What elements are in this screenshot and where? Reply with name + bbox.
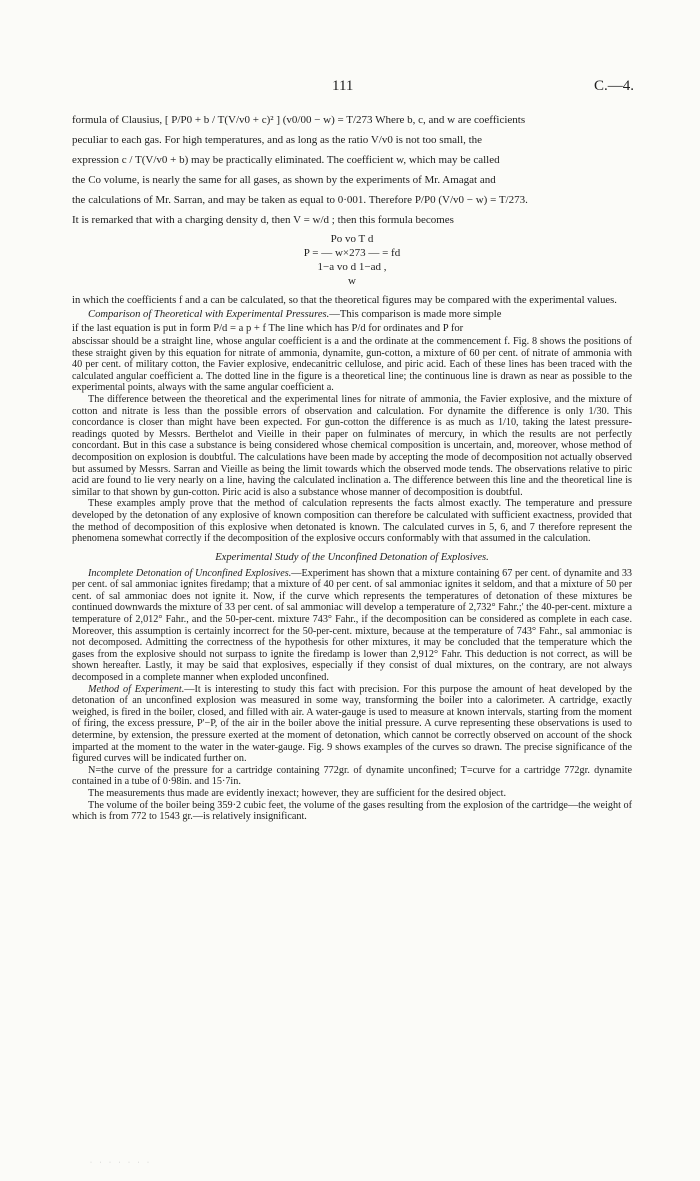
section-heading: Experimental Study of the Unconfined Detonation of Explosives. bbox=[215, 551, 489, 563]
formula-line: P = — w×273 — = fd bbox=[303, 247, 401, 259]
paragraph-text: —This comparison is made more simple bbox=[329, 309, 502, 320]
text-line: peculiar to each gas. For high temperatures, and as long as the ratio V/v0 is not too small, the bbox=[72, 134, 483, 146]
page-body bbox=[72, 110, 632, 823]
paragraph: The volume of the boiler being 359·2 cubic feet, the volume of the gases resulting from the explosion of the cartridge—the weight of which is from 772 to 1543 gr.—is relatively insignificant. bbox=[72, 799, 632, 823]
italic-heading: Incomplete Detonation of Unconfined Explosives. bbox=[88, 567, 292, 579]
paragraph: N=the curve of the pressure for a cartridge containing 772gr. of dynamite unconfined; T=curve for a cartridge 772gr. dynamite contained in a tube of 0·98in. and 15·7in. bbox=[72, 764, 632, 788]
paragraph: These examples amply prove that the method of calculation represents the facts almost exactly. The temperature and pressure developed by the detonation of any explosive of known composition can therefore be calculated with sufficient exactness, provided that the method of decomposition of this explosive when detonated is known. The calculated curves in 5, 6, and 7 therefore represent the phenomena somewhat correctly if the decomposition of the explosive occurs conformably with that assumed in the calculation. bbox=[72, 498, 632, 545]
formula-line: Po vo T d bbox=[330, 233, 374, 245]
comparison-section bbox=[72, 294, 632, 336]
page-number: 111 bbox=[332, 78, 354, 94]
pressure-formula bbox=[72, 232, 632, 288]
paragraph: in which the coefficients f and a can be calculated, so that the theoretical figures may be compared with the experimental values. bbox=[72, 295, 617, 306]
clausius-section bbox=[72, 110, 632, 230]
paragraph bbox=[72, 684, 632, 765]
text-line: the Co volume, is nearly the same for all gases, as shown by the experiments of Mr. Amagat and bbox=[72, 174, 496, 186]
italic-heading: Method of Experiment. bbox=[88, 683, 185, 695]
text-line: expression c / T(V/v0 + b) may be practically eliminated. The coefficient w, which may be called bbox=[72, 154, 500, 166]
formula-line: 1−a vo d 1−ad , bbox=[317, 261, 387, 273]
italic-heading: Comparison of Theoretical with Experimental Pressures. bbox=[88, 309, 330, 320]
paragraph: if the last equation is put in form P/d = a p + f The line which has P/d for ordinates and P for bbox=[72, 323, 464, 334]
text-line: formula of Clausius, [ P/P0 + b / T(V/v0 + c)² ] (v0/00 − w) = T/273 Where b, c, and w are coefficients bbox=[72, 114, 526, 126]
paragraph: The difference between the theoretical and the experimental lines for nitrate of ammonia, the Favier explosive, and the mixture of cotton and nitrate is less than the possible errors of observation and calculation. For dynamite the difference is only 1/30. This concordance is closer than might have been expected. For gun-cotton the difference is as much as 1/10, taking the latest pressure-readings quoted by Messrs. Berthelot and Vieille in their paper on fulminates of mercury, in which the results are not perfectly concordant. But in this case a substance is being considered whose chemical composition is uncertain, and, moreover, whose method of decomposition on explosion is doubtful. The calculations have been made by accepting the mode of decomposition not actually observed but assumed by Messrs. Sarran and Vieille as being the limit towards which the observed mode tends. The observations relative to piric acid are found to lie very nearly on a line, having the calculated inclination a. The difference between this line and the theoretical line is similar to that shown by gun-cotton. Piric acid is also a substance whose manner of decomposition is doubtful. bbox=[72, 393, 632, 498]
paragraph: The measurements thus made are evidently inexact; however, they are sufficient for the desired object. bbox=[88, 787, 507, 799]
paragraph bbox=[72, 568, 632, 684]
main-text bbox=[72, 336, 632, 823]
scan-artifact: · · · · · · · bbox=[90, 1160, 152, 1166]
paragraph bbox=[72, 308, 632, 322]
paragraph-text: —Experiment has shown that a mixture containing 67 per cent. of dynamite and 33 per cent. of sal ammoniac ignites firedamp; that a mixture of 40 per cent. of sal ammoniac ignites it seldom, and that a mixture of 50 per cent. of sal ammoniac does not ignite it. Now, if the curve which represents the temperatures of detonation of these mixtures be continued downwards the mixture of 33 per cent. of sal ammoniac will develop a temperature of 2,732° Fahr.;' the 40-per-cent. mixture a temperature of 2,012° Fahr., and the 50-per-cent. mixture 743° Fahr., if the decomposition can be considered as complete in each case. Moreover, this assumption is certainly incorrect for the 50-per-cent. mixture, because at the temperature of 743° Fahr., sal ammoniac is not decomposed. Admitting the correctness of the hypothesis for other mixtures, it may be concluded that the temperature which the gases from the explosive should not surpass to ignite the firedamp is lower than 2,912° Fahr. This deduction is not correct, as will be shown hereafter. Lastly, it may be said that explosives, especially if they consist of dual mixtures, on the contrary, are not always decomposed in a complete manner when exploded unconfined. bbox=[72, 567, 633, 684]
paragraph: abscissar should be a straight line, whose angular coefficient is a and the ordinate at the commencement f. Fig. 8 shows the positions of these straight given by this equation for nitrate of ammonia, dynamite, gun-cotton, a mixture of 60 per cent. of nitrate of ammonia with 40 per cent. of military cotton, the Favier explosive, endecanitric cellulose, and piric acid. Each of these lines has been traced with the calculated angular coefficient a. The dotted line in the figure is a theoretical line; the continuous line is drawn as near as possible to the experimental points, always with the same angular coefficient a. bbox=[72, 336, 632, 394]
text-line: It is remarked that with a charging density d, then V = w/d ; then this formula becomes bbox=[72, 214, 454, 226]
document-code: C.—4. bbox=[594, 78, 635, 94]
text-line: the calculations of Mr. Sarran, and may be taken as equal to 0·001. Therefore P/P0 (V/v0 − w) = T/273. bbox=[72, 194, 528, 206]
formula-line: w bbox=[348, 275, 356, 287]
paragraph-text: —It is interesting to study this fact with precision. For this purpose the amount of heat developed by the detonation of an unconfined explosion was measured in some way, transforming the boiler into a calorimeter. A cartridge, exactly weighed, is fired in the boiler, closed, and filled with air. A water-gauge is used to measure at known intervals, starting from the moment of firing, the excess pressure, P'−P, of the air in the boiler above the initial pressure. A curve representing these observations is used to determine, by extension, the pressure exerted at the moment of detonation, which cannot be correctly observed on account of the shock imparted at the moment to the water in the water-gauge. Fig. 9 shows examples of the curves so drawn. The precise significance of the figured curves will be indicated further on. bbox=[72, 683, 632, 765]
